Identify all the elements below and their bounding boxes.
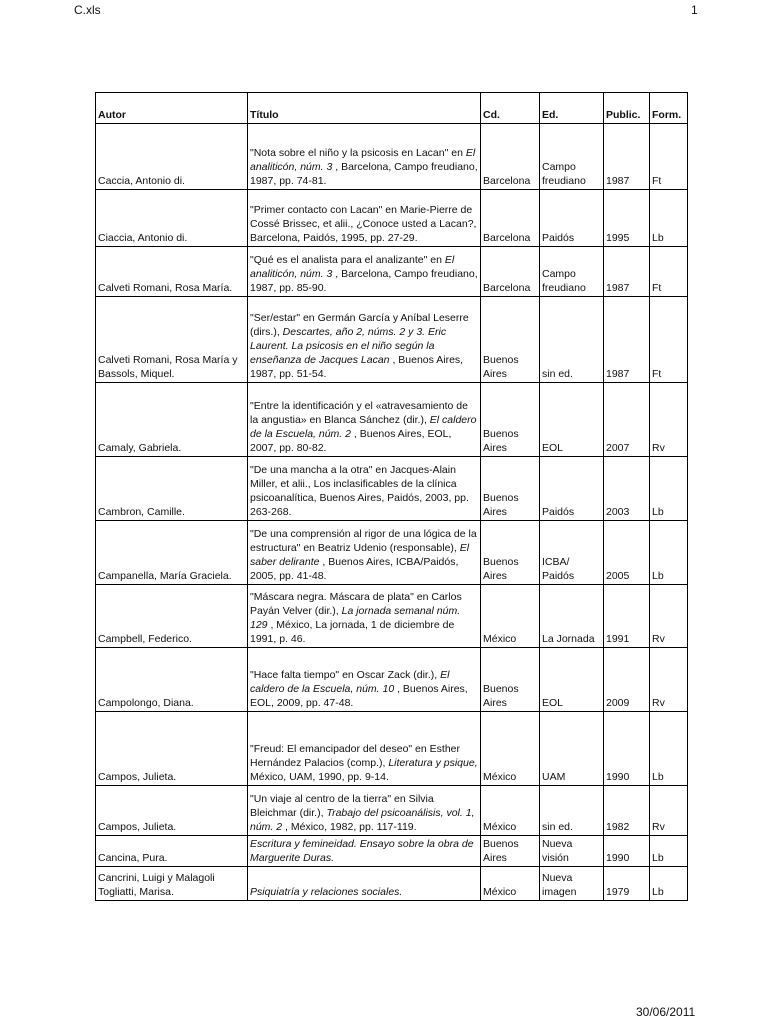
titulo-segment: "Entre la identificación y el «atravesamiento de la angustia» en Blanca Sánchez (dir.), — [250, 400, 468, 426]
cell-autor: Calveti Romani, Rosa María y Bassols, Miquel. — [96, 297, 248, 383]
cell-ed: ICBA/ Paidós — [540, 521, 604, 585]
table-row — [96, 585, 688, 648]
cell-form: Ft — [650, 247, 688, 297]
cell-form: Lb — [650, 190, 688, 247]
titulo-italic-segment: El caldero de la Escuela, núm. 10 — [250, 669, 450, 695]
column-header-form: Form. — [650, 93, 688, 124]
titulo-segment: "De una mancha a la otra" en Jacques-Alain Miller, et alii., Los inclasificables de la clínica psicoanalítica, Buenos Aires, Paidós, 2003, pp. 263-268. — [250, 464, 469, 518]
titulo-segment: "Un viaje al centro de la tierra" en Silvia Bleichmar (dir.), — [250, 793, 434, 819]
cell-titulo — [248, 297, 481, 383]
cell-form: Lb — [650, 867, 688, 901]
cell-titulo — [248, 457, 481, 521]
bibliography-table — [95, 92, 688, 901]
cell-form: Rv — [650, 786, 688, 836]
cell-autor: Camaly, Gabriela. — [96, 383, 248, 457]
cell-form: Rv — [650, 383, 688, 457]
cell-autor: Ciaccia, Antonio di. — [96, 190, 248, 247]
titulo-italic-segment: La jornada semanal núm. 129 — [250, 605, 461, 631]
cell-public: 2005 — [604, 521, 650, 585]
titulo-segment: , México, 1982, pp. 117-119. — [282, 821, 417, 833]
column-header-public: Public. — [604, 93, 650, 124]
cell-titulo — [248, 521, 481, 585]
cell-public: 1987 — [604, 124, 650, 190]
cell-autor: Cancina, Pura. — [96, 836, 248, 867]
titulo-segment: "Máscara negra. Máscara de plata" en Carlos Payán Velver (dir.), — [250, 591, 462, 617]
cell-cd: Buenos Aires — [481, 383, 540, 457]
cell-titulo — [248, 383, 481, 457]
cell-ed: Nueva visión — [540, 836, 604, 867]
cell-ed: La Jornada — [540, 585, 604, 648]
titulo-segment: "Freud: El emancipador del deseo" en Esther Hernández Palacios (comp.), — [250, 743, 460, 769]
column-header-titulo: Título — [248, 93, 481, 124]
cell-titulo — [248, 648, 481, 712]
cell-public: 1979 — [604, 867, 650, 901]
cell-autor: Campbell, Federico. — [96, 585, 248, 648]
cell-form: Lb — [650, 521, 688, 585]
cell-cd: Buenos Aires — [481, 836, 540, 867]
cell-autor: Caccia, Antonio di. — [96, 124, 248, 190]
titulo-italic-segment: Escritura y femineidad. Ensayo sobre la obra de Marguerite Duras. — [250, 838, 474, 864]
table-row — [96, 247, 688, 297]
cell-cd: Buenos Aires — [481, 521, 540, 585]
titulo-segment: , Buenos Aires, EOL, 2009, pp. 47-48. — [250, 683, 468, 709]
cell-ed: EOL — [540, 648, 604, 712]
cell-ed: Paidós — [540, 457, 604, 521]
cell-cd: Barcelona — [481, 190, 540, 247]
cell-autor: Campolongo, Diana. — [96, 648, 248, 712]
cell-titulo — [248, 247, 481, 297]
cell-ed: Campo freudiano — [540, 124, 604, 190]
table-row — [96, 648, 688, 712]
cell-ed: sin ed. — [540, 786, 604, 836]
table-row — [96, 867, 688, 901]
cell-cd: México — [481, 712, 540, 786]
cell-autor: Calveti Romani, Rosa María. — [96, 247, 248, 297]
table-row — [96, 457, 688, 521]
cell-titulo — [248, 867, 481, 901]
cell-cd: México — [481, 786, 540, 836]
cell-public: 1987 — [604, 247, 650, 297]
titulo-italic-segment: Psiquiatría y relaciones sociales. — [250, 886, 403, 898]
cell-public: 2009 — [604, 648, 650, 712]
cell-cd: Buenos Aires — [481, 648, 540, 712]
cell-ed: EOL — [540, 383, 604, 457]
titulo-italic-segment: Trabajo del psicoanálisis, vol. 1, núm. 2 — [250, 807, 475, 833]
titulo-italic-segment: Descartes, año 2, núms. 2 y 3. Eric Laurent. La psicosis en el niño según la enseñanza de Jacques Lacan — [250, 326, 447, 366]
titulo-segment: "Primer contacto con Lacan" en Marie-Pierre de Cossé Brissec, et alii., ¿Conoce usted a Lacan?, Barcelona, Paidós, 1995, pp. 27-29. — [250, 204, 477, 244]
header-row — [96, 93, 688, 124]
cell-form: Lb — [650, 836, 688, 867]
cell-form: Rv — [650, 585, 688, 648]
titulo-segment: "Ser/estar" en Germán García y Aníbal Leserre (dirs.), — [250, 312, 469, 338]
cell-public: 1987 — [604, 297, 650, 383]
titulo-segment: "Hace falta tiempo" en Oscar Zack (dir.), — [250, 669, 441, 681]
table-row — [96, 383, 688, 457]
footer-date: 30/06/2011 — [636, 1005, 696, 1019]
cell-titulo — [248, 190, 481, 247]
table-row — [96, 836, 688, 867]
cell-public: 1991 — [604, 585, 650, 648]
cell-titulo — [248, 124, 481, 190]
cell-ed: Nueva imagen — [540, 867, 604, 901]
table-row — [96, 712, 688, 786]
table-row — [96, 297, 688, 383]
column-header-cd: Cd. — [481, 93, 540, 124]
titulo-segment: "De una comprensión al rigor de una lógica de la estructura" en Beatriz Udenio (responsable), — [250, 528, 477, 554]
cell-autor: Campanella, María Graciela. — [96, 521, 248, 585]
cell-cd: Barcelona — [481, 247, 540, 297]
cell-public: 2007 — [604, 383, 650, 457]
cell-ed: Campo freudiano — [540, 247, 604, 297]
cell-public: 1990 — [604, 712, 650, 786]
cell-titulo — [248, 836, 481, 867]
titulo-italic-segment: El caldero de la Escuela, núm. 2 — [250, 414, 477, 440]
cell-autor: Campos, Julieta. — [96, 712, 248, 786]
titulo-segment: "Nota sobre el niño y la psicosis en Lacan" en — [250, 147, 466, 159]
cell-cd: Barcelona — [481, 124, 540, 190]
table-body — [96, 124, 688, 901]
cell-titulo — [248, 712, 481, 786]
titulo-italic-segment: El analiticón, núm. 3 — [250, 147, 476, 173]
titulo-italic-segment: Literatura y psique, — [388, 757, 478, 769]
file-name: C.xls — [74, 3, 101, 17]
cell-cd: México — [481, 867, 540, 901]
cell-form: Rv — [650, 648, 688, 712]
titulo-segment: , Buenos Aires, ICBA/Paidós, 2005, pp. 41-48. — [250, 556, 459, 582]
cell-cd: Buenos Aires — [481, 457, 540, 521]
cell-titulo — [248, 786, 481, 836]
cell-ed: Paidós — [540, 190, 604, 247]
cell-ed: UAM — [540, 712, 604, 786]
page-number: 1 — [691, 3, 698, 17]
titulo-italic-segment: El saber delirante — [250, 542, 470, 568]
titulo-segment: , México, La jornada, 1 de diciembre de 1991, p. 46. — [250, 619, 455, 645]
titulo-segment: , Buenos Aires, EOL, 2007, pp. 80-82. — [250, 428, 452, 454]
titulo-italic-segment: El analiticón, núm. 3 — [250, 254, 455, 280]
titulo-segment: , Barcelona, Campo freudiano, 1987, pp. 74-81. — [250, 161, 478, 187]
titulo-segment: "Qué es el analista para el analizante" en — [250, 254, 445, 266]
table-row — [96, 124, 688, 190]
cell-form: Lb — [650, 457, 688, 521]
cell-autor: Cambron, Camille. — [96, 457, 248, 521]
cell-public: 1995 — [604, 190, 650, 247]
cell-ed: sin ed. — [540, 297, 604, 383]
cell-public: 1990 — [604, 836, 650, 867]
cell-autor: Campos, Julieta. — [96, 786, 248, 836]
cell-public: 1982 — [604, 786, 650, 836]
table-row — [96, 521, 688, 585]
cell-titulo — [248, 585, 481, 648]
table-row — [96, 190, 688, 247]
cell-form: Lb — [650, 712, 688, 786]
cell-form: Ft — [650, 297, 688, 383]
cell-cd: México — [481, 585, 540, 648]
cell-form: Ft — [650, 124, 688, 190]
column-header-ed: Ed. — [540, 93, 604, 124]
cell-cd: Buenos Aires — [481, 297, 540, 383]
column-header-autor: Autor — [96, 93, 248, 124]
titulo-segment: México, UAM, 1990, pp. 9-14. — [250, 771, 389, 783]
titulo-segment: , Buenos Aires, 1987, pp. 51-54. — [250, 354, 464, 380]
table-row — [96, 786, 688, 836]
titulo-segment: , Barcelona, Campo freudiano, 1987, pp. 85-90. — [250, 268, 478, 294]
cell-autor: Cancrini, Luigi y Malagoli Togliatti, Marisa. — [96, 867, 248, 901]
cell-public: 2003 — [604, 457, 650, 521]
